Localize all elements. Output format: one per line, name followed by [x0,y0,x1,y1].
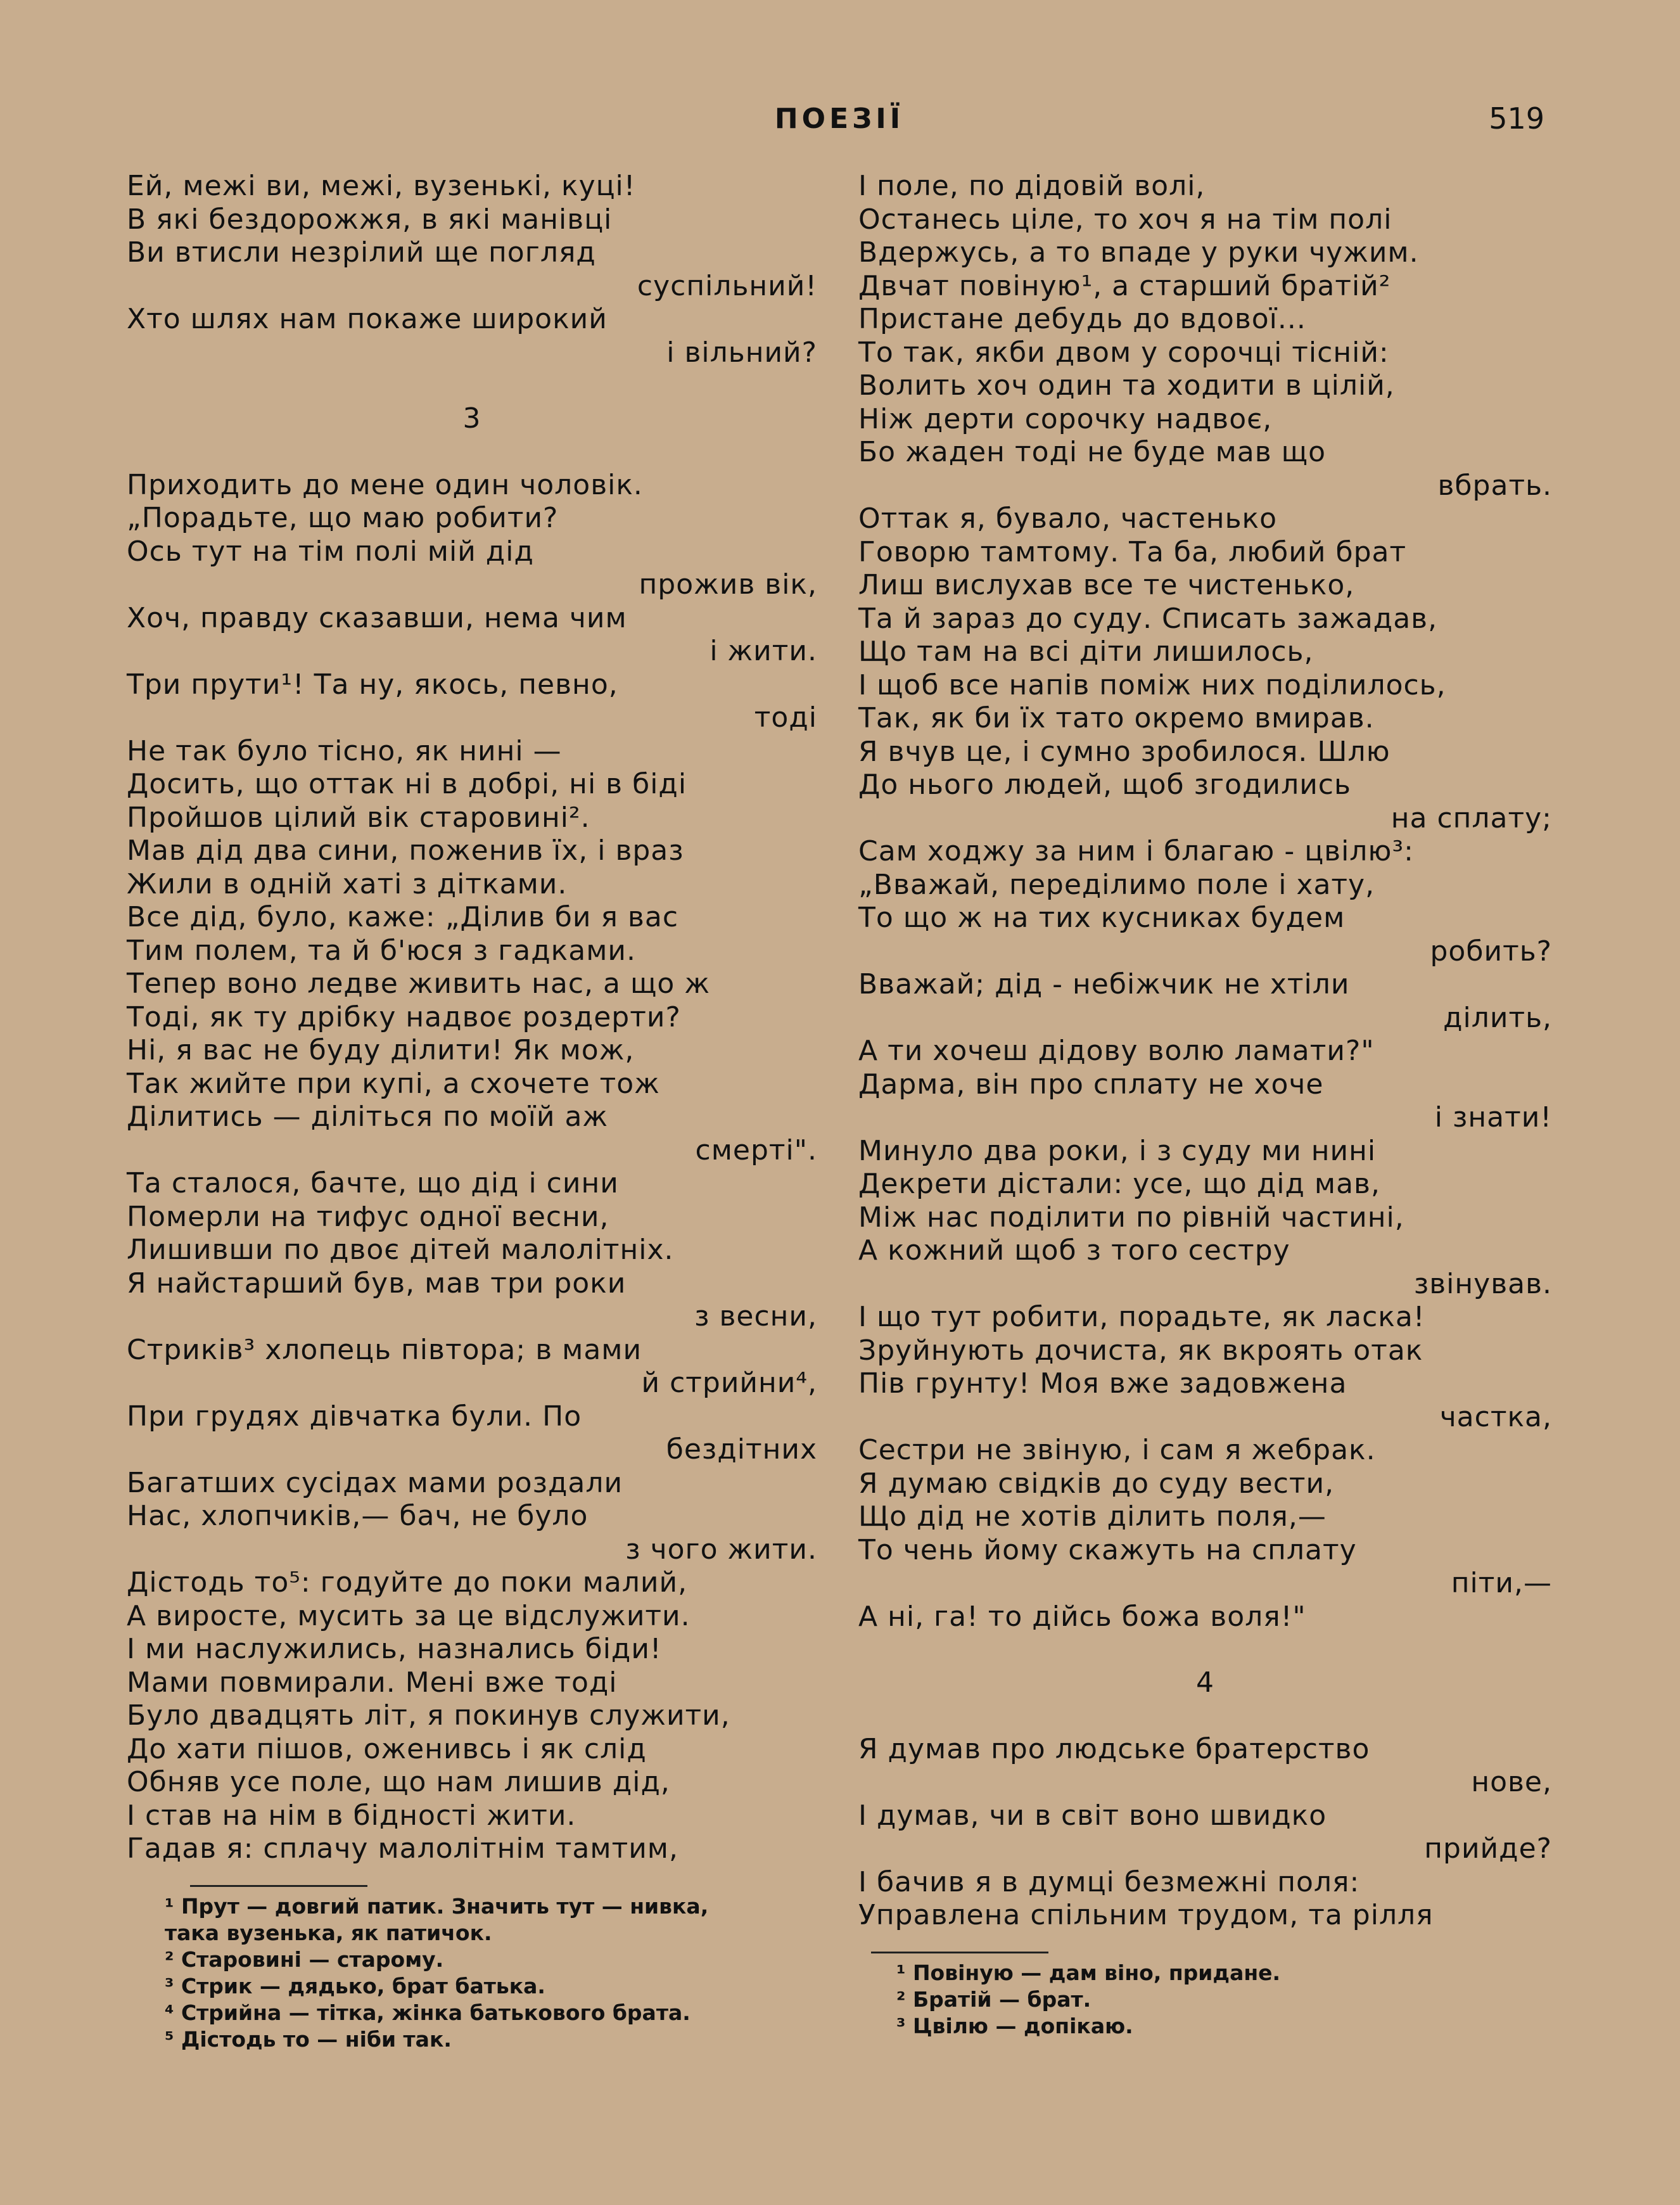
poem-line: Нас, хлопчиків,— бач, не було [127,1500,589,1532]
poem-line: Так жийте при купі, а схочете тож [127,1067,660,1100]
poem-line: Досить, що оттак ні в добрі, ні в біді [127,768,687,800]
poem-line: При грудях дівчатка були. По [127,1400,582,1433]
poem-line: Я думаю свідків до суду вести, [858,1467,1335,1500]
poem-line: Минуло два роки, і з суду ми нині [858,1134,1377,1167]
poem-line: смерті". [695,1134,817,1166]
poem-line: Мами повмирали. Мені вже тоді [127,1666,618,1699]
poem-line: Дарма, він про сплату не хоче [858,1068,1324,1101]
poem-line: Ні, я вас не буду ділити! Як мож, [127,1034,635,1066]
poem-line: Та й зараз до суду. Списать зажадав, [858,602,1438,635]
footnote-divider [190,1885,367,1887]
poem-line: Останесь ціле, то хоч я на тім полі [858,203,1392,236]
poem-line: з весни, [694,1300,817,1333]
poem-line: робить? [1430,935,1552,968]
poem-line: Жили в одній хаті з дітками. [127,867,568,900]
poem-line: І бачив я в думці безмежні поля: [858,1865,1360,1898]
poem-line: Декрети дістали: усе, що дід мав, [858,1168,1380,1200]
poem-line: І щоб все напів поміж них поділилось, [858,668,1446,701]
poem-line: І ми наслужились, назнались біди! [127,1633,662,1665]
poem-line: Оттак я, бувало, частенько [858,502,1277,535]
poem-line: Управлена спільним трудом, та рілля [858,1899,1434,1931]
poem-line: Все дід, було, каже: „Ділив би я вас [127,901,679,933]
poem-line: Що дід не хотів ділить поля,— [858,1500,1327,1533]
poem-line: з чого жити. [625,1533,817,1566]
poem-line: Мав дід два сини, поженив їх, і враз [127,834,684,867]
poem-line: нове, [1471,1766,1552,1798]
left-column [127,170,817,2053]
left-poem-lines [127,170,817,1866]
poem-line: й стрийни⁴, [641,1367,817,1399]
footnote: ⁵ Дістодь то — ніби так. [165,2026,452,2052]
footnote: ³ Стрик — дядько, брат батька. [165,1973,545,1998]
poem-line: і знати! [1434,1101,1552,1134]
left-footnotes [127,1893,817,2053]
poem-line: прийде? [1424,1832,1552,1865]
poem-line: звінував. [1413,1267,1552,1300]
poem-line: Тоді, як ту дрібку надвоє роздерти? [127,1000,681,1033]
poem-line: А виросте, мусить за це відслужити. [127,1599,690,1632]
poem-line: Бо жаден тоді не буде мав що [858,436,1327,468]
poem-line: Ви втисли незрілий ще погляд [127,236,596,269]
right-column [858,170,1552,2040]
poem-line: Не так було тісно, як нині — [127,734,562,767]
poem-line: піти,— [1451,1567,1552,1599]
poem-line: То чень йому скажуть на сплату [858,1533,1357,1566]
poem-line: І поле, по дідовій волі, [858,170,1206,202]
poem-line: „Порадьте, що маю робити? [127,502,559,534]
stanza-gap [127,369,817,402]
poem-line: Між нас поділити по рівній частині, [858,1201,1404,1234]
poem-line: Приходить до мене один чоловік. [127,468,643,501]
poem-line: Було двадцять літ, я покинув служити, [127,1699,730,1732]
poem-line: Вважай; дід - небіжчик не хтіли [858,968,1350,1000]
poem-line: і жити. [710,635,817,667]
poem-line: частка, [1439,1400,1552,1433]
poem-line: Померли на тифус одної весни, [127,1200,609,1233]
poem-line: Ось тут на тім полі мій дід [127,535,534,568]
poem-line: Дістодь то⁵: годуйте до поки малий, [127,1566,688,1599]
poem-line: Сам ходжу за ним і благаю - цвілю³: [858,835,1414,867]
page-header [127,95,1552,146]
poem-line: Тим полем, та й б'юся з гадками. [127,934,636,967]
footnote: ¹ Повіную — дам віно, придане. [896,1960,1281,1985]
poem-line: Вдержусь, а то впаде у руки чужим. [858,236,1419,269]
running-title: ПОЕЗІЇ [774,103,905,135]
poem-line: І що тут робити, порадьте, як ласка! [858,1301,1425,1333]
poem-line: Ділитись — діліться по моїй аж [127,1101,609,1133]
poem-line: Двчат повіную¹, а старший братій² [858,269,1391,302]
poem-line: Лишивши по двоє дітей малолітніх. [127,1234,674,1266]
poem-line: До нього людей, щоб згодились [858,769,1351,801]
poem-line: вбрать. [1437,469,1552,502]
footnote: ¹ Прут — довгий патик. Значить тут — нивка, [165,1893,709,1919]
poem-line: Я думав про людське братерство [858,1732,1370,1765]
right-footnotes [858,1960,1552,2040]
poem-line: До хати пішов, оженивсь і як слід [127,1732,647,1765]
footnote-divider [871,1952,1048,1953]
section-number: 4 [1196,1666,1214,1699]
poem-line: бездітних [666,1433,817,1466]
poem-line: і вільний? [666,336,817,369]
stanza-gap [858,1633,1552,1666]
poem-line: Хто шлях нам покаже широкий [127,303,608,335]
footnote: така вузенька, як патичок. [165,1920,492,1945]
poem-line: на сплату; [1390,802,1552,834]
poem-line: Три прути¹! Та ну, якось, певно, [127,668,618,701]
poem-line: Я вчув це, і сумно зробилося. Шлю [858,735,1390,768]
poem-line: А ні, га! то дійсь божа воля!" [858,1600,1306,1633]
footnote: ² Братій — брат. [896,1986,1091,2012]
poem-line: Та сталося, бачте, що дід і сини [127,1167,619,1199]
footnote: ⁴ Стрийна — тітка, жінка батькового брата. [165,2000,690,2025]
poem-line: тоді [754,701,817,734]
poem-line: Ей, межі ви, межі, вузенькі, куці! [127,170,636,202]
poem-line: Зруйнують дочиста, як вкроять отак [858,1334,1423,1367]
poem-line: Говорю тамтому. Та ба, любий брат [858,535,1407,568]
poem-line: суспільний! [637,269,817,302]
poem-line: І думав, чи в світ воно швидко [858,1799,1327,1832]
poem-line: „Вважай, переділимо поле і хату, [858,868,1375,901]
poem-line: Багатших сусідах мами роздали [127,1466,623,1499]
poem-line: А кожний щоб з того сестру [858,1234,1290,1267]
poem-line: То так, якби двом у сорочці тісній: [858,336,1389,369]
poem-line: Я найстарший був, мав три роки [127,1267,627,1300]
poem-line: Пів грунту! Моя вже задовжена [858,1367,1347,1400]
stanza-gap [858,1700,1552,1733]
poem-line: Лиш вислухав все те чистенько, [858,569,1355,601]
poem-line: Стриків³ хлопець півтора; в мами [127,1333,642,1366]
poem-line: Сестри не звіную, і сам я жебрак. [858,1434,1376,1466]
footnote: ² Старовині — старому. [165,1946,444,1972]
poem-line: Хоч, правду сказавши, нема чим [127,601,627,634]
poem-line: прожив вік, [639,568,817,601]
section-number: 3 [462,402,481,435]
poem-line: І став на нім в бідності жити. [127,1799,576,1832]
poem-line: В які бездорожжя, в які манівці [127,203,613,236]
poem-line: ділить, [1443,1001,1552,1034]
poem-line: Пристане дебудь до вдової... [858,303,1306,335]
right-poem-lines [858,170,1552,1933]
footnote: ³ Цвілю — допікаю. [896,2013,1133,2038]
poem-line: Гадав я: сплачу малолітнім тамтим, [127,1832,678,1865]
poem-line: Ніж дерти сорочку надвоє, [858,402,1273,435]
poem-line: Тепер воно ледве живить нас, а що ж [127,968,710,1000]
poem-line: Обняв усе поле, що нам лишив дід, [127,1766,670,1798]
poem-line: Волить хоч один та ходити в цілій, [858,369,1395,402]
poem-line: То що ж на тих кусниках будем [858,902,1346,934]
poem-line: Пройшов цілий вік старовині². [127,801,590,834]
page-number: 519 [1489,101,1544,136]
poem-line: А ти хочеш дідову волю ламати?" [858,1035,1375,1067]
poem-line: Що там на всі діти лишилось, [858,636,1314,668]
stanza-gap [127,436,817,469]
poem-line: Так, як би їх тато окремо вмирав. [858,702,1375,734]
